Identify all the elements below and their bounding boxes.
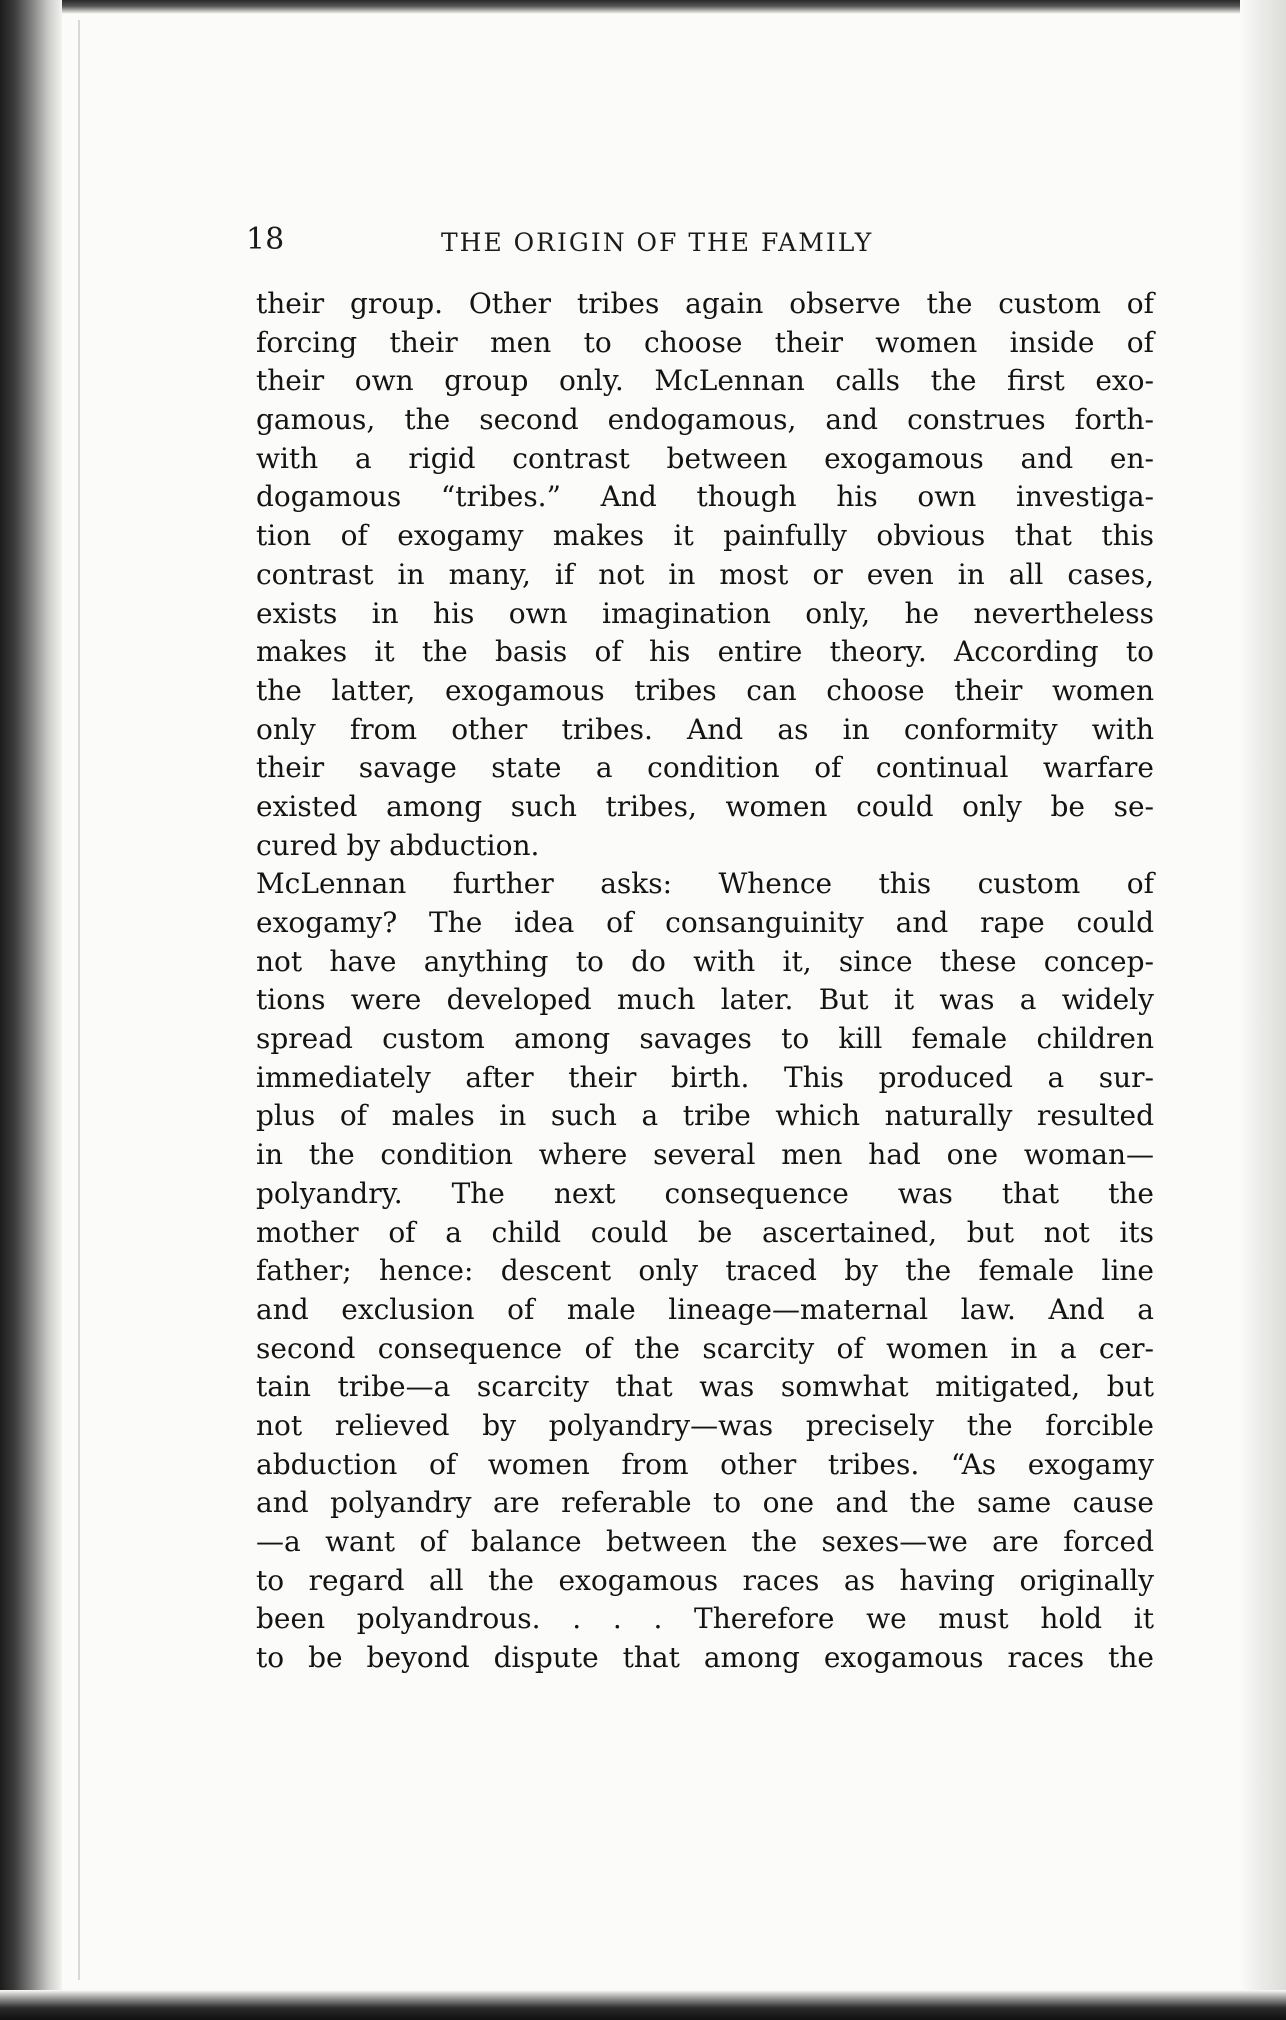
text-line: contrast in many, if not in most or even in all cases, <box>256 557 1154 591</box>
text-line: father; hence: descent only traced by the female line <box>256 1254 1154 1288</box>
text-line: been polyandrous. . . . Therefore we must hold it <box>256 1602 1154 1636</box>
text-line: polyandry. The next consequence was that the <box>256 1176 1154 1210</box>
text-line: with a rigid contrast between exogamous and en- <box>256 441 1154 475</box>
text-line: plus of males in such a tribe which naturally resulted <box>256 1099 1154 1133</box>
text-line: not have anything to do with it, since these concep- <box>256 944 1154 978</box>
page-right-edge <box>1240 0 1286 2020</box>
text-line: immediately after their birth. This produced a sur- <box>256 1060 1154 1094</box>
text-line: not relieved by polyandry—was precisely the forcible <box>256 1408 1154 1442</box>
text-line: in the condition where several men had one woman— <box>256 1138 1154 1172</box>
text-line: cured by abduction. <box>256 828 540 862</box>
text-line: to be beyond dispute that among exogamous races the <box>256 1641 1154 1675</box>
text-line: exists in his own imagination only, he nevertheless <box>256 596 1154 630</box>
text-line: tain tribe—a scarcity that was somwhat mitigated, but <box>256 1370 1154 1404</box>
page-bottom-edge <box>0 1990 1286 2020</box>
text-line: abduction of women from other tribes. “As exogamy <box>256 1447 1154 1481</box>
text-line: tions were developed much later. But it was a widely <box>256 983 1154 1017</box>
page-header <box>246 222 1166 262</box>
text-line: their savage state a condition of continual warfare <box>256 751 1154 785</box>
text-line: to regard all the exogamous races as having originally <box>256 1563 1154 1597</box>
text-line: their group. Other tribes again observe the custom of <box>256 287 1154 320</box>
text-line: dogamous “tribes.” And though his own investiga- <box>256 480 1154 514</box>
page-top-edge <box>0 0 1286 14</box>
book-binding-edge <box>0 0 62 2020</box>
text-line: —a want of balance between the sexes—we are forced <box>256 1525 1154 1558</box>
text-line: makes it the basis of his entire theory. According to <box>256 635 1154 669</box>
paragraph-1 <box>256 285 1154 865</box>
text-line: the latter, exogamous tribes can choose their women <box>256 673 1154 707</box>
gutter-shadow <box>78 20 80 1980</box>
text-line: and polyandry are referable to one and the same cause <box>256 1486 1154 1520</box>
text-line: and exclusion of male lineage—maternal law. And a <box>256 1292 1154 1326</box>
text-line: McLennan further asks: Whence this custom of <box>256 867 1154 901</box>
text-line: tion of exogamy makes it painfully obvious that this <box>256 519 1154 553</box>
text-line: exogamy? The idea of consanguinity and rape could <box>256 906 1154 939</box>
text-line: only from other tribes. And as in conformity with <box>256 712 1154 746</box>
text-line: gamous, the second endogamous, and construes forth- <box>256 403 1154 437</box>
text-line: spread custom among savages to kill female children <box>256 1022 1154 1056</box>
text-line: forcing their men to choose their women inside of <box>256 325 1154 359</box>
paragraph-2 <box>256 865 1154 1677</box>
running-head: THE ORIGIN OF THE FAMILY <box>441 228 874 257</box>
body-text <box>256 285 1154 1678</box>
text-line: second consequence of the scarcity of women in a cer- <box>256 1331 1154 1365</box>
text-line: mother of a child could be ascertained, but not its <box>256 1215 1154 1249</box>
page-number: 18 <box>246 222 285 257</box>
text-line: existed among such tribes, women could only be se- <box>256 789 1154 823</box>
text-line: their own group only. McLennan calls the first exo- <box>256 364 1154 398</box>
